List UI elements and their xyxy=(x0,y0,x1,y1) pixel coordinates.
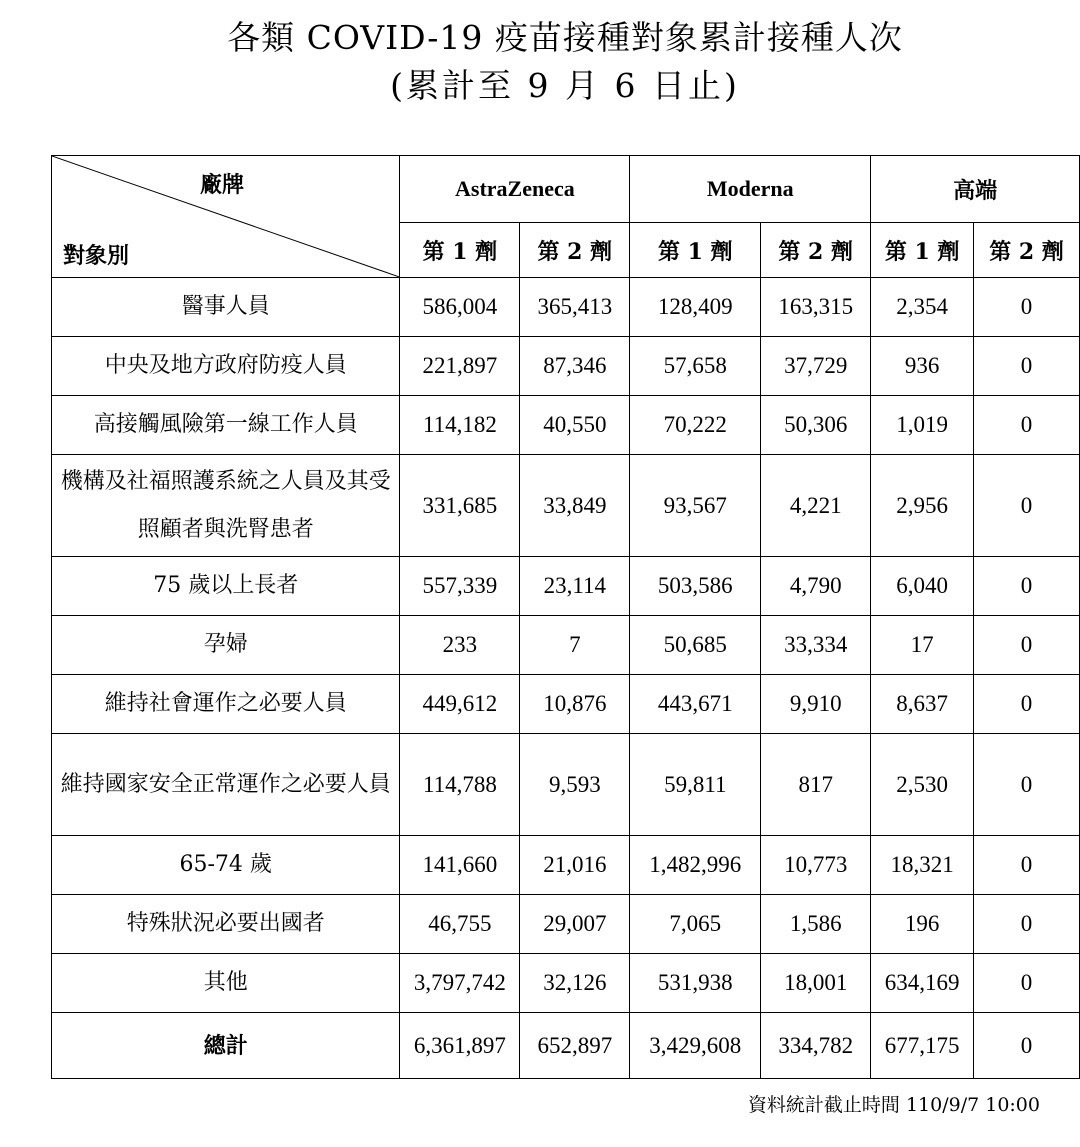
document-subtitle: (累計至 9 月 6 日止) xyxy=(390,66,740,105)
table-cell: 1,586 xyxy=(761,895,871,954)
table-cell: 331,685 xyxy=(400,455,520,557)
table-cell: 9,593 xyxy=(520,734,630,836)
table-cell: 163,315 xyxy=(761,278,871,337)
table-row xyxy=(52,557,1080,616)
total-cell: 6,361,897 xyxy=(400,1013,520,1079)
dose-header: 第 1 劑 xyxy=(400,223,520,278)
table-row xyxy=(52,954,1080,1013)
total-cell: 3,429,608 xyxy=(630,1013,761,1079)
table-cell: 196 xyxy=(871,895,974,954)
row-label: 孕婦 xyxy=(52,616,400,675)
table-cell: 33,849 xyxy=(520,455,630,557)
table-cell: 0 xyxy=(974,836,1080,895)
table-row xyxy=(52,895,1080,954)
total-label: 總計 xyxy=(52,1013,400,1079)
table-cell: 128,409 xyxy=(630,278,761,337)
table-cell: 0 xyxy=(974,337,1080,396)
data-cutoff-note: 資料統計截止時間 110/9/7 10:00 xyxy=(747,1094,1040,1116)
row-label: 維持國家安全正常運作之必要人員 xyxy=(52,734,400,836)
table-cell: 2,530 xyxy=(871,734,974,836)
table-cell: 50,306 xyxy=(761,396,871,455)
table-corner-header xyxy=(52,156,400,278)
total-cell: 652,897 xyxy=(520,1013,630,1079)
table-cell: 586,004 xyxy=(400,278,520,337)
table-row xyxy=(52,455,1080,557)
table-cell: 0 xyxy=(974,616,1080,675)
table-cell: 18,321 xyxy=(871,836,974,895)
table-cell: 1,482,996 xyxy=(630,836,761,895)
vaccination-table xyxy=(51,155,1080,1079)
table-cell: 33,334 xyxy=(761,616,871,675)
table-row xyxy=(52,734,1080,836)
row-label: 機構及社福照護系統之人員及其受照顧者與洗腎患者 xyxy=(52,455,400,557)
brand-header-medigen: 高端 xyxy=(871,156,1080,223)
table-cell: 4,221 xyxy=(761,455,871,557)
table-body xyxy=(52,278,1080,1079)
table-cell: 1,019 xyxy=(871,396,974,455)
table-cell: 32,126 xyxy=(520,954,630,1013)
total-row xyxy=(52,1013,1080,1079)
table-cell: 141,660 xyxy=(400,836,520,895)
row-label: 75 歲以上長者 xyxy=(52,557,400,616)
row-label: 中央及地方政府防疫人員 xyxy=(52,337,400,396)
document-title: 各類 COVID-19 疫苗接種對象累計接種人次 xyxy=(227,18,903,57)
dose-header: 第 2 劑 xyxy=(520,223,630,278)
dose-header: 第 2 劑 xyxy=(761,223,871,278)
table-cell: 365,413 xyxy=(520,278,630,337)
total-cell: 0 xyxy=(974,1013,1080,1079)
table-row xyxy=(52,836,1080,895)
brand-header-label: 廠牌 xyxy=(200,172,245,198)
table-cell: 114,788 xyxy=(400,734,520,836)
table-cell: 18,001 xyxy=(761,954,871,1013)
total-cell: 677,175 xyxy=(871,1013,974,1079)
table-cell: 7 xyxy=(520,616,630,675)
table-cell: 7,065 xyxy=(630,895,761,954)
group-header-label: 對象別 xyxy=(63,243,130,269)
table-cell: 10,876 xyxy=(520,675,630,734)
table-cell: 40,550 xyxy=(520,396,630,455)
table-cell: 29,007 xyxy=(520,895,630,954)
table-cell: 9,910 xyxy=(761,675,871,734)
table-cell: 503,586 xyxy=(630,557,761,616)
table-cell: 0 xyxy=(974,557,1080,616)
table-cell: 449,612 xyxy=(400,675,520,734)
dose-header: 第 1 劑 xyxy=(871,223,974,278)
table-cell: 57,658 xyxy=(630,337,761,396)
row-label: 65-74 歲 xyxy=(52,836,400,895)
table-cell: 87,346 xyxy=(520,337,630,396)
table-cell: 936 xyxy=(871,337,974,396)
row-label: 特殊狀況必要出國者 xyxy=(52,895,400,954)
table-cell: 59,811 xyxy=(630,734,761,836)
table-row xyxy=(52,396,1080,455)
title-block xyxy=(0,14,1080,110)
table-cell: 6,040 xyxy=(871,557,974,616)
dose-header: 第 2 劑 xyxy=(974,223,1080,278)
table-cell: 3,797,742 xyxy=(400,954,520,1013)
table-cell: 233 xyxy=(400,616,520,675)
table-cell: 4,790 xyxy=(761,557,871,616)
table-cell: 2,354 xyxy=(871,278,974,337)
table-cell: 17 xyxy=(871,616,974,675)
table-cell: 0 xyxy=(974,895,1080,954)
brand-header-moderna: Moderna xyxy=(630,156,871,223)
table-row xyxy=(52,278,1080,337)
table-cell: 23,114 xyxy=(520,557,630,616)
table-cell: 221,897 xyxy=(400,337,520,396)
brand-header-astrazeneca: AstraZeneca xyxy=(400,156,630,223)
table-cell: 93,567 xyxy=(630,455,761,557)
table-cell: 0 xyxy=(974,278,1080,337)
table-cell: 0 xyxy=(974,675,1080,734)
table-cell: 634,169 xyxy=(871,954,974,1013)
row-label: 其他 xyxy=(52,954,400,1013)
table-cell: 0 xyxy=(974,396,1080,455)
table-cell: 70,222 xyxy=(630,396,761,455)
table-cell: 46,755 xyxy=(400,895,520,954)
table-cell: 2,956 xyxy=(871,455,974,557)
table-row xyxy=(52,616,1080,675)
table-cell: 114,182 xyxy=(400,396,520,455)
table-cell: 443,671 xyxy=(630,675,761,734)
total-cell: 334,782 xyxy=(761,1013,871,1079)
table-row xyxy=(52,337,1080,396)
table-cell: 0 xyxy=(974,455,1080,557)
row-label: 維持社會運作之必要人員 xyxy=(52,675,400,734)
table-row xyxy=(52,675,1080,734)
table-cell: 8,637 xyxy=(871,675,974,734)
table-cell: 531,938 xyxy=(630,954,761,1013)
row-label: 高接觸風險第一線工作人員 xyxy=(52,396,400,455)
dose-header: 第 1 劑 xyxy=(630,223,761,278)
table-cell: 10,773 xyxy=(761,836,871,895)
table-cell: 0 xyxy=(974,734,1080,836)
table-cell: 50,685 xyxy=(630,616,761,675)
table-cell: 21,016 xyxy=(520,836,630,895)
table-cell: 817 xyxy=(761,734,871,836)
table-cell: 37,729 xyxy=(761,337,871,396)
row-label: 醫事人員 xyxy=(52,278,400,337)
table-cell: 0 xyxy=(974,954,1080,1013)
table-cell: 557,339 xyxy=(400,557,520,616)
